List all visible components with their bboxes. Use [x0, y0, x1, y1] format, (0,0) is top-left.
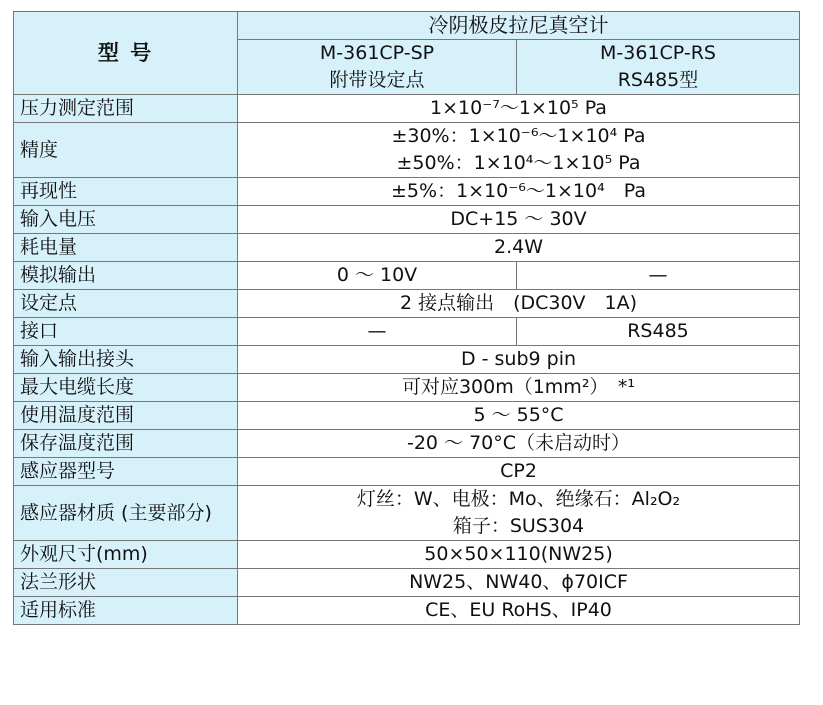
header-row-1 [14, 12, 800, 40]
row-value: NW25、NW40、ϕ70ICF [238, 569, 800, 597]
row-cable-length [14, 374, 800, 402]
row-input-voltage [14, 206, 800, 234]
row-label: 保存温度范围 [14, 430, 238, 458]
accuracy-line-1: ±30%：1×10⁻⁶～1×10⁴ Pa [391, 125, 646, 147]
row-accuracy [14, 123, 800, 178]
row-sensor-material [14, 486, 800, 541]
model-sp-name: M-361CP-SP [319, 42, 435, 64]
row-interface [14, 318, 800, 346]
model-header-label: 型 号 [14, 12, 238, 95]
row-value: 5 ～ 55°C [238, 402, 800, 430]
row-label: 感应器型号 [14, 458, 238, 486]
row-value: 可对应300m（1mm²） *¹ [238, 374, 800, 402]
product-title: 冷阴极皮拉尼真空计 [238, 12, 800, 40]
row-label: 模拟输出 [14, 262, 238, 290]
row-standards [14, 597, 800, 625]
row-value: 50×50×110(NW25) [238, 541, 800, 569]
row-sensor-model [14, 458, 800, 486]
row-value: CP2 [238, 458, 800, 486]
accuracy-line-2: ±50%：1×10⁴～1×10⁵ Pa [396, 152, 641, 174]
row-storage-temp [14, 430, 800, 458]
row-value: CE、EU RoHS、IP40 [238, 597, 800, 625]
model-rs-header [517, 40, 800, 95]
row-value-rs: — [517, 262, 800, 290]
row-label: 再现性 [14, 178, 238, 206]
row-value: D - sub9 pin [238, 346, 800, 374]
row-label: 使用温度范围 [14, 402, 238, 430]
row-value [238, 123, 800, 178]
model-sp-header [238, 40, 517, 95]
row-label: 输入电压 [14, 206, 238, 234]
row-value: 2 接点输出 (DC30V 1A) [238, 290, 800, 318]
row-value: ±5%：1×10⁻⁶～1×10⁴ Pa [238, 178, 800, 206]
row-label: 法兰形状 [14, 569, 238, 597]
row-value: 1×10⁻⁷～1×10⁵ Pa [238, 95, 800, 123]
row-label: 耗电量 [14, 234, 238, 262]
row-value [238, 486, 800, 541]
row-label: 精度 [14, 123, 238, 178]
material-line-2: 箱子：SUS304 [452, 515, 585, 537]
row-label: 适用标准 [14, 597, 238, 625]
row-label: 感应器材质 (主要部分) [14, 486, 238, 541]
row-pressure-range [14, 95, 800, 123]
row-label: 最大电缆长度 [14, 374, 238, 402]
row-label: 设定点 [14, 290, 238, 318]
row-label: 输入输出接头 [14, 346, 238, 374]
row-value: DC+15 ～ 30V [238, 206, 800, 234]
row-value: -20 ～ 70°C（未启动时） [238, 430, 800, 458]
row-value: 2.4W [238, 234, 800, 262]
model-sp-desc: 附带设定点 [329, 69, 425, 91]
material-line-1: 灯丝：W、电极：Mo、绝缘石：Al₂O₂ [356, 488, 681, 510]
row-label: 外观尺寸(mm) [14, 541, 238, 569]
row-operating-temp [14, 402, 800, 430]
row-label: 接口 [14, 318, 238, 346]
row-dimensions [14, 541, 800, 569]
model-rs-name: M-361CP-RS [600, 42, 716, 64]
row-setpoint [14, 290, 800, 318]
row-value-sp: 0 ～ 10V [238, 262, 517, 290]
spec-table [13, 11, 800, 625]
row-flange [14, 569, 800, 597]
row-value-rs: RS485 [517, 318, 800, 346]
row-label: 压力测定范围 [14, 95, 238, 123]
row-analog-output [14, 262, 800, 290]
row-power [14, 234, 800, 262]
row-value-sp: — [238, 318, 517, 346]
row-repeatability [14, 178, 800, 206]
model-rs-desc: RS485型 [617, 69, 699, 91]
row-connector [14, 346, 800, 374]
